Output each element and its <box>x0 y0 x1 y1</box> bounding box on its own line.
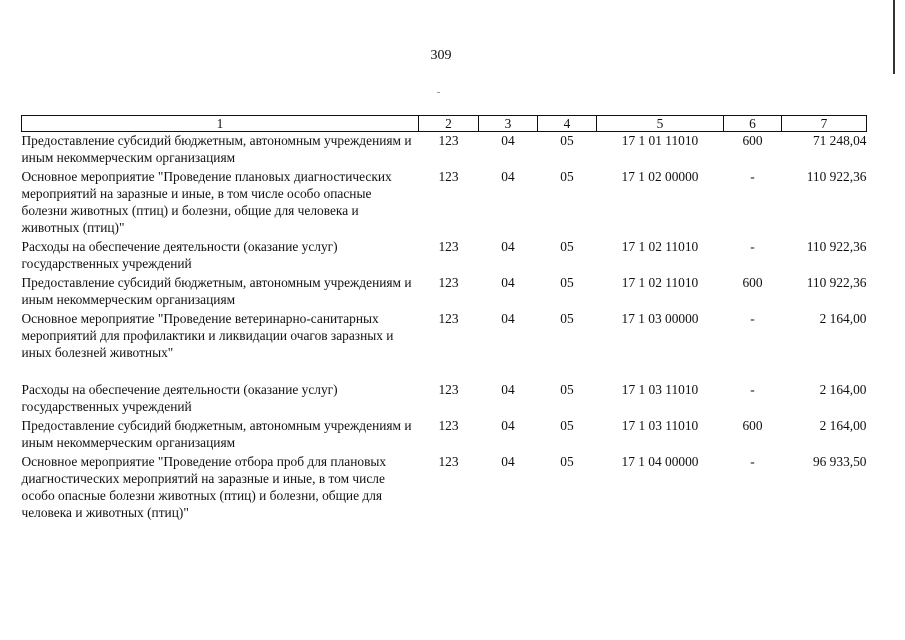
row-code-2: 123 <box>438 239 459 254</box>
row-code-2: 123 <box>438 454 459 469</box>
row-code-4: 05 <box>560 454 574 469</box>
table-row <box>22 310 867 363</box>
row-code-6: 600 <box>742 133 763 148</box>
row-code-3: 04 <box>501 169 515 184</box>
row-code-5: 17 1 01 11010 <box>621 133 699 148</box>
row-code-3: 04 <box>501 275 515 290</box>
row-code-5: 17 1 02 11010 <box>621 239 699 254</box>
table-row <box>22 238 867 274</box>
row-code-5: 17 1 03 11010 <box>621 418 699 433</box>
row-description: Основное мероприятие "Проведение плановых диагностических мероприятий на заразные и иные, в том числе особо опасные болезни животных (птиц) и болезни, общие для человека и животных (птиц)" <box>21 169 392 235</box>
row-description: Предоставление субсидий бюджетным, автономным учреждениям и иным некоммерческим организациям <box>21 133 412 165</box>
row-amount: 71 248,04 <box>812 133 867 148</box>
row-code-5: 17 1 03 00000 <box>621 311 699 326</box>
row-code-2: 123 <box>438 275 459 290</box>
row-code-6: 600 <box>742 418 763 433</box>
row-code-4: 05 <box>560 311 574 326</box>
row-code-6: - <box>750 239 755 254</box>
table-row <box>22 132 867 169</box>
scan-mark <box>437 92 440 93</box>
row-code-3: 04 <box>501 382 515 397</box>
table-header-row <box>22 116 867 132</box>
row-amount: 2 164,00 <box>819 311 867 326</box>
row-description: Расходы на обеспечение деятельности (оказание услуг) государственных учреждений <box>21 382 338 414</box>
row-code-6: - <box>750 311 755 326</box>
row-code-2: 123 <box>438 382 459 397</box>
row-code-5: 17 1 02 00000 <box>621 169 699 184</box>
row-description: Предоставление субсидий бюджетным, автономным учреждениям и иным некоммерческим организациям <box>21 275 412 307</box>
table-row <box>22 168 867 238</box>
column-header-5: 5 <box>597 116 724 132</box>
row-code-2: 123 <box>438 311 459 326</box>
row-description: Расходы на обеспечение деятельности (оказание услуг) государственных учреждений <box>21 239 338 271</box>
row-code-3: 04 <box>501 239 515 254</box>
row-code-2: 123 <box>438 169 459 184</box>
row-code-4: 05 <box>560 169 574 184</box>
column-header-6: 6 <box>724 116 782 132</box>
row-code-5: 17 1 03 11010 <box>621 382 699 397</box>
row-amount: 110 922,36 <box>806 239 867 254</box>
row-amount: 2 164,00 <box>819 418 867 433</box>
row-description: Основное мероприятие "Проведение отбора проб для плановых диагностических мероприятий на заразные и иные, в том числе особо опасные болезни животных (птиц) и болезни, общие для человека и животных (птиц)" <box>21 454 387 520</box>
row-code-4: 05 <box>560 239 574 254</box>
table-row <box>22 453 867 523</box>
row-code-4: 05 <box>560 133 574 148</box>
row-amount: 110 922,36 <box>806 275 867 290</box>
row-code-6: - <box>750 454 755 469</box>
row-code-6: - <box>750 382 755 397</box>
table-row <box>22 274 867 310</box>
row-code-2: 123 <box>438 418 459 433</box>
budget-table <box>21 115 867 523</box>
row-code-3: 04 <box>501 418 515 433</box>
row-code-3: 04 <box>501 454 515 469</box>
row-code-6: - <box>750 169 755 184</box>
row-code-6: 600 <box>742 275 763 290</box>
row-code-4: 05 <box>560 275 574 290</box>
row-amount: 2 164,00 <box>819 382 867 397</box>
row-code-3: 04 <box>501 133 515 148</box>
column-header-1: 1 <box>22 116 419 132</box>
row-amount: 110 922,36 <box>806 169 867 184</box>
column-header-3: 3 <box>479 116 538 132</box>
column-header-2: 2 <box>419 116 479 132</box>
row-code-5: 17 1 04 00000 <box>621 454 699 469</box>
column-header-7: 7 <box>782 116 867 132</box>
page-number: 309 <box>430 48 452 63</box>
row-code-4: 05 <box>560 382 574 397</box>
column-header-4: 4 <box>538 116 597 132</box>
row-description: Предоставление субсидий бюджетным, автономным учреждениям и иным некоммерческим организациям <box>21 418 412 450</box>
row-description: Основное мероприятие "Проведение ветеринарно-санитарных мероприятий для профилактики и ликвидации очагов заразных и иных болезней животных" <box>21 311 394 360</box>
table-row <box>22 381 867 417</box>
scan-edge-line <box>893 0 895 74</box>
table-spacer-row <box>22 363 867 381</box>
row-code-4: 05 <box>560 418 574 433</box>
table-row <box>22 417 867 453</box>
row-code-3: 04 <box>501 311 515 326</box>
row-amount: 96 933,50 <box>812 454 867 469</box>
row-code-2: 123 <box>438 133 459 148</box>
row-code-5: 17 1 02 11010 <box>621 275 699 290</box>
